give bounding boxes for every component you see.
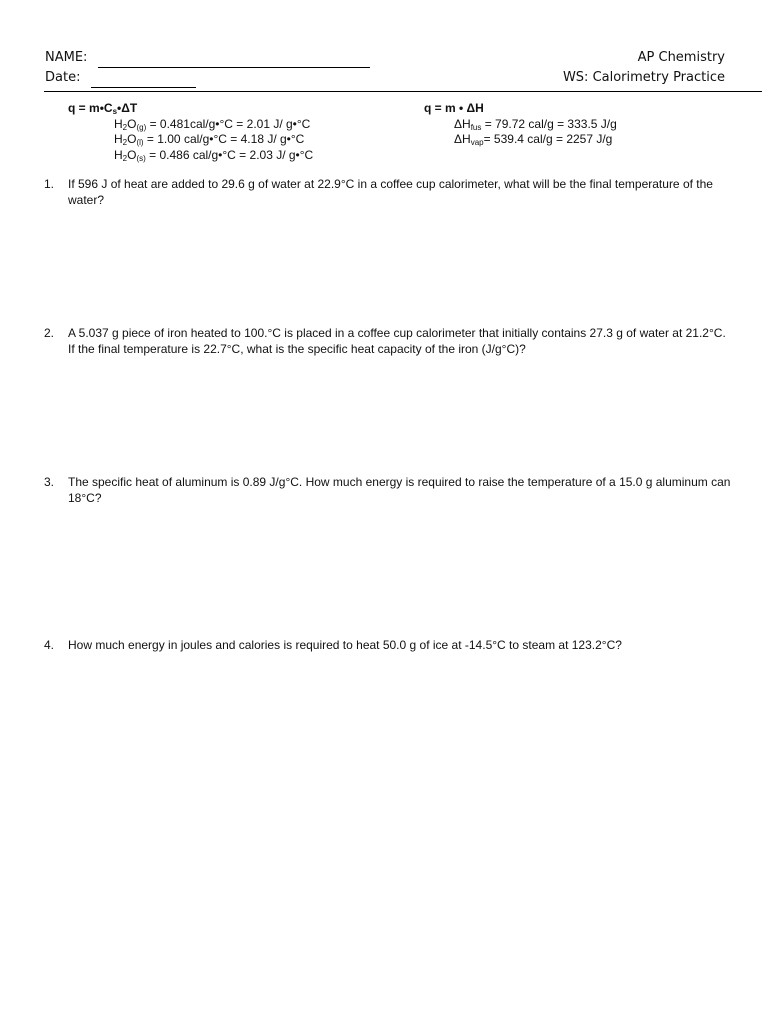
question-3 (44, 475, 734, 506)
date-row (45, 68, 370, 88)
question-number: 4. (44, 638, 55, 652)
date-blank[interactable] (91, 73, 196, 88)
phase-change-formula: q = m • ΔH (424, 101, 484, 115)
name-label: NAME: (45, 50, 88, 65)
date-label: Date: (45, 70, 81, 85)
question-text: The specific heat of aluminum is 0.89 J/g°C. How much energy is required to raise the temperature of a 15.0 g aluminum can 18°C? (68, 475, 731, 505)
worksheet-title: WS: Calorimetry Practice (562, 70, 725, 85)
specific-heat-equations (68, 101, 313, 163)
question-text: If 596 J of heat are added to 29.6 g of water at 22.9°C in a coffee cup calorimeter, what will be the final temperature of the water? (68, 177, 713, 207)
student-info (45, 48, 370, 88)
question-text: A 5.037 g piece of iron heated to 100.°C is placed in a coffee cup calorimeter that initially contains 27.3 g of water at 21.2°C. If the final temperature is 22.7°C, what is the specific heat capacity of the iron (J/g°C)? (68, 326, 726, 356)
question-2 (44, 326, 734, 357)
course-title: AP Chemistry (637, 50, 725, 65)
question-1 (44, 177, 734, 208)
question-number: 1. (44, 177, 55, 191)
water-gas-line: $H_2O_{(g)}$ = 0.481cal/g•°C = 2.01 J/ g•°C (114, 116, 311, 132)
name-blank[interactable] (98, 53, 370, 68)
water-liquid-line: $H_2O_{(l)} = 1.00$ cal/g•°C = 4.18 J/ g•°C (114, 132, 305, 147)
question-text: How much energy in joules and calories is required to heat 50.0 g of ice at -14.5°C to steam at 123.2°C? (68, 638, 622, 652)
phase-change-equations (424, 101, 617, 148)
course-info (563, 48, 725, 88)
water-solid-line: $H_2O_{(s)} = 0.486$ cal/g•°C = 2.03 J/ g•°C (114, 147, 314, 163)
question-number: 2. (44, 326, 55, 340)
question-4 (44, 638, 734, 654)
name-row (45, 48, 370, 68)
fusion-line: $\Delta H_{fus} = 79.72$ cal/g = 333.5 J/g (454, 116, 617, 132)
specific-heat-formula: $q = m•C_s•\Delta T$ (68, 101, 138, 116)
header-divider (44, 91, 762, 92)
vaporization-line: $\Delta H_{vap}= 539.4$ cal/g = 2257 J/g (454, 132, 613, 147)
question-number: 3. (44, 475, 55, 489)
